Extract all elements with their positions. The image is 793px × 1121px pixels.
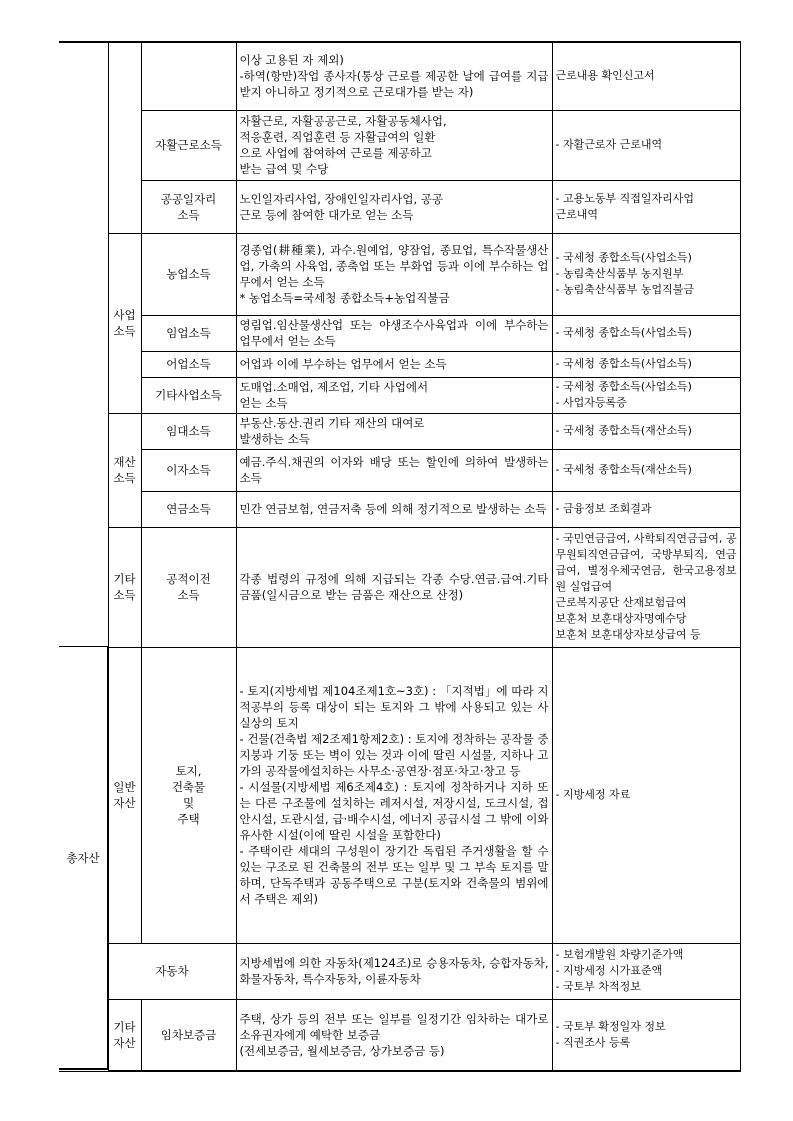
item-name: 임대소득	[166, 424, 211, 438]
evidence-cell	[552, 943, 740, 999]
evidence-cell	[552, 647, 740, 943]
description-line: 자활근로, 자활공공근로, 자활공동체사업,	[239, 114, 447, 128]
evidence-cell	[552, 110, 740, 180]
group-cell-other-income	[108, 527, 141, 647]
evidence-line: - 금융정보 조회결과	[555, 502, 652, 515]
item-name: 공적이전	[166, 572, 211, 586]
item-name: 어업소득	[166, 357, 211, 371]
evidence-line: - 국토부 차적정보	[555, 980, 641, 993]
description-line: 지방세법에 의한 자동차(제124조)로 승용자동차, 승합자동차, 화물자동차, 특수자동차, 이륜자동차	[239, 956, 549, 986]
description-line: 예금.주식.채권의 이자와 배당 또는 할인에 의하여 발생하는 소득	[239, 455, 549, 485]
item-name: 자동차	[155, 964, 189, 978]
evidence-line: 근로내용 확인신고서	[555, 69, 655, 83]
evidence-cell	[552, 527, 740, 647]
evidence-line: - 농림축산식품부 농업직불금	[555, 283, 694, 296]
item-name: 건축물	[171, 780, 206, 794]
description-line: 부동산.동산.권리 기타 재산의 대여로	[239, 416, 425, 430]
evidence-line: - 직권조사 등록	[555, 1035, 631, 1049]
description-line: 경종업(耕種業), 과수.원예업, 양잠업, 종묘업, 특수작물생산업, 가축의 사육업, 종축업 또는 부화업 등과 이에 부수하는 업무에서 얻는 소득	[239, 243, 549, 289]
item-name: 소득	[177, 207, 200, 222]
table-row	[59, 110, 740, 180]
item-name: 자활근로소득	[155, 138, 222, 152]
description-cell	[236, 315, 552, 351]
evidence-line: - 보험개발원 차량기준가액	[555, 948, 684, 961]
group-label: 자산	[113, 796, 136, 810]
description-line: 각종 법령의 규정에 의해 지급되는 각종 수당.연금.급여.기타금품(일시금으로 받는 금품은 재산으로 산정)	[239, 572, 549, 602]
evidence-line: - 고용노동부 직접일자리사업	[555, 191, 694, 205]
item-name: 소득	[177, 588, 200, 602]
description-cell	[236, 233, 552, 315]
item-name: 및	[182, 796, 195, 810]
table-row	[59, 233, 740, 315]
group-label: 기타	[113, 572, 136, 586]
description-cell	[236, 413, 552, 449]
item-name-cell	[141, 413, 236, 449]
item-name-cell	[141, 315, 236, 351]
item-name: 임차보증금	[160, 1027, 217, 1042]
table-row	[59, 943, 740, 999]
description-line: 얻는 소득	[239, 396, 288, 410]
item-name-cell	[141, 527, 236, 647]
item-name-cell	[141, 233, 236, 315]
description-line: 받는 급여 및 수당	[239, 162, 329, 176]
evidence-line: - 국세청 종합소득(재산소득)	[555, 463, 692, 476]
evidence-cell	[552, 180, 740, 233]
group-label: 일반	[113, 780, 136, 794]
description-line: 근로 등에 참여한 대가로 얻는 소득	[239, 207, 414, 222]
item-name-cell	[141, 449, 236, 491]
item-name: 공공일자리	[160, 191, 217, 206]
description-cell	[236, 110, 552, 180]
evidence-cell	[552, 449, 740, 491]
description-line: 발생하는 소득	[239, 432, 310, 446]
evidence-cell	[552, 351, 740, 377]
evidence-line: - 국세청 종합소득(재산소득)	[555, 424, 692, 437]
group-cell-property-income	[108, 413, 141, 527]
evidence-cell	[552, 413, 740, 449]
description-line: -하역(항만)작업 종사자(통상 근로를 제공한 날에 급여를 지급받지 아니하고 정기적으로 근로대가를 받는 자)	[239, 69, 549, 100]
table-row	[59, 449, 740, 491]
group-label: 재산	[113, 455, 136, 469]
group-label: 소득	[113, 588, 136, 602]
group-label: 자산	[113, 1035, 136, 1050]
description-line: 도매업.소매업, 제조업, 기타 사업에서	[239, 380, 429, 394]
description-line: 어업과 이에 부수하는 업무에서 얻는 소득	[239, 357, 447, 371]
table-row	[59, 999, 740, 1071]
item-name: 주택	[177, 812, 200, 826]
item-name-cell	[141, 491, 236, 527]
description-cell	[236, 351, 552, 377]
evidence-line: - 국세청 종합소득(사업소득)	[555, 357, 692, 370]
description-line: 주택, 상가 등의 전부 또는 일부를 일정기간 임차하는 대가로 소유권자에게 예탁한 보증금	[239, 1011, 549, 1042]
table-row	[59, 315, 740, 351]
description-cell	[236, 377, 552, 413]
evidence-line: - 농림축산식품부 농지원부	[555, 267, 684, 280]
table-row	[59, 527, 740, 647]
table-row	[59, 647, 740, 943]
evidence-line: - 국세청 종합소득(사업소득)	[555, 326, 692, 339]
evidence-line: 근로내역	[555, 207, 599, 221]
evidence-line: - 국세청 종합소득(사업소득)	[555, 251, 692, 264]
table-row	[59, 42, 740, 110]
description-cell	[236, 647, 552, 943]
description-line: 으로 사업에 참여하여 근로를 제공하고	[239, 146, 432, 160]
item-name-cell	[141, 647, 236, 943]
description-line: - 주택이란 세대의 구성원이 장기간 독립된 주거생활을 할 수 있는 구조로 된 건축물의 전부 또는 일부 및 그 부속 토지를 말하며, 단독주택과 공동주택으로 구분(토지와 건축물의 범위에서 주택은 제외)	[239, 844, 549, 906]
continued-name-cell	[141, 42, 236, 110]
earned-income-group-cell	[108, 42, 141, 233]
evidence-line: 보훈처 보훈대상자보상급여 등	[555, 628, 701, 641]
description-cell	[236, 943, 552, 999]
evidence-line: 보훈처 보훈대상자명예수당	[555, 612, 687, 625]
item-name-cell	[141, 351, 236, 377]
income-asset-table	[59, 41, 741, 1072]
description-line: 영림업.임산물생산업 또는 야생조수사육업과 이에 부수하는 업무에서 얻는 소득	[239, 318, 549, 348]
evidence-line: 근로복지공단 산재보험급여	[555, 596, 687, 609]
group-label: 소득	[113, 471, 136, 485]
total-assets-label-box	[59, 646, 108, 1070]
group-label: 기타	[113, 1019, 136, 1034]
evidence-line: - 자활근로자 근로내역	[555, 138, 663, 151]
item-name-cell	[108, 943, 236, 999]
description-line: - 건물(건축법 제2조제1항제2호) : 토지에 정착하는 공작물 중 지붕과 기둥 또는 벽이 있는 것과 이에 딸린 시설물, 지하나 고가의 공작물에설치하는 사무소·공연장·점포·차고·창고 등	[239, 732, 549, 778]
table-row	[59, 491, 740, 527]
description-cell	[236, 527, 552, 647]
description-cell	[236, 180, 552, 233]
item-name: 임업소득	[166, 326, 211, 340]
description-line: * 농업소득=국세청 종합소득+농업직불금	[239, 291, 450, 305]
evidence-line: - 국세청 종합소득(사업소득)	[555, 380, 692, 393]
table-row	[59, 180, 740, 233]
evidence-cell	[552, 491, 740, 527]
evidence-line: - 지방세정 자료	[555, 788, 631, 801]
group-cell-business	[108, 233, 141, 413]
description-line: 적응훈련, 직업훈련 등 자활급여의 일환	[239, 130, 436, 144]
item-name-cell	[141, 180, 236, 233]
evidence-line: - 국토부 확정일자 정보	[555, 1019, 666, 1033]
evidence-line: - 사업자등록증	[555, 396, 627, 409]
evidence-cell	[552, 42, 740, 110]
item-name-cell	[141, 110, 236, 180]
description-cell	[236, 42, 552, 110]
description-line: - 토지(지방세법 제104조제1호~3호) : 「지적법」에 따라 지적공부의 등록 대상이 되는 토지와 그 밖에 사용되고 있는 사실상의 토지	[239, 684, 549, 730]
table-row	[59, 377, 740, 413]
item-name: 이자소득	[166, 463, 211, 477]
description-cell	[236, 449, 552, 491]
description-cell	[236, 491, 552, 527]
description-line: 이상 고용된 자 제외)	[239, 53, 344, 68]
evidence-cell	[552, 377, 740, 413]
description-line: - 시설물(지방세법 제6조제4호) : 토지에 정착하거나 지하 또는 다른 구조물에 설치하는 레저시설, 저장시설, 도크시설, 접안시설, 도관시설, 급·배수시설, 에너지 공급시설 그 밖에 이와 유사한 시설(이에 딸린 시설을 포함한다)	[239, 780, 549, 842]
group-cell-other-assets	[108, 999, 141, 1071]
evidence-line: - 지방세정 시가표준액	[555, 964, 663, 977]
item-name-cell	[141, 999, 236, 1071]
description-line: (전세보증금, 월세보증금, 상가보증금 등)	[239, 1043, 445, 1058]
total-assets-label: 총자산	[66, 850, 100, 865]
item-name: 농업소득	[166, 267, 211, 281]
item-name: 토지,	[175, 764, 202, 778]
description-cell	[236, 999, 552, 1071]
item-name: 연금소득	[166, 502, 211, 516]
group-label: 사업	[113, 308, 136, 322]
item-name: 기타사업소득	[155, 388, 222, 402]
evidence-line: - 국민연금급여, 사학퇴직연금급여, 공무원퇴직연금급여, 국방부퇴직, 연금급여, 별정우체국연금, 한국고용정보원 실업급여	[555, 532, 737, 593]
description-line: 민간 연금보험, 연금저축 등에 의해 정기적으로 발생하는 소득	[239, 502, 547, 516]
item-name-cell	[141, 377, 236, 413]
table-row	[59, 413, 740, 449]
table-row	[59, 351, 740, 377]
group-cell-general-assets	[108, 647, 141, 943]
evidence-cell	[552, 233, 740, 315]
description-line: 노인일자리사업, 장애인일자리사업, 공공	[239, 191, 443, 206]
evidence-cell	[552, 315, 740, 351]
evidence-cell	[552, 999, 740, 1071]
group-label: 소득	[113, 324, 136, 338]
